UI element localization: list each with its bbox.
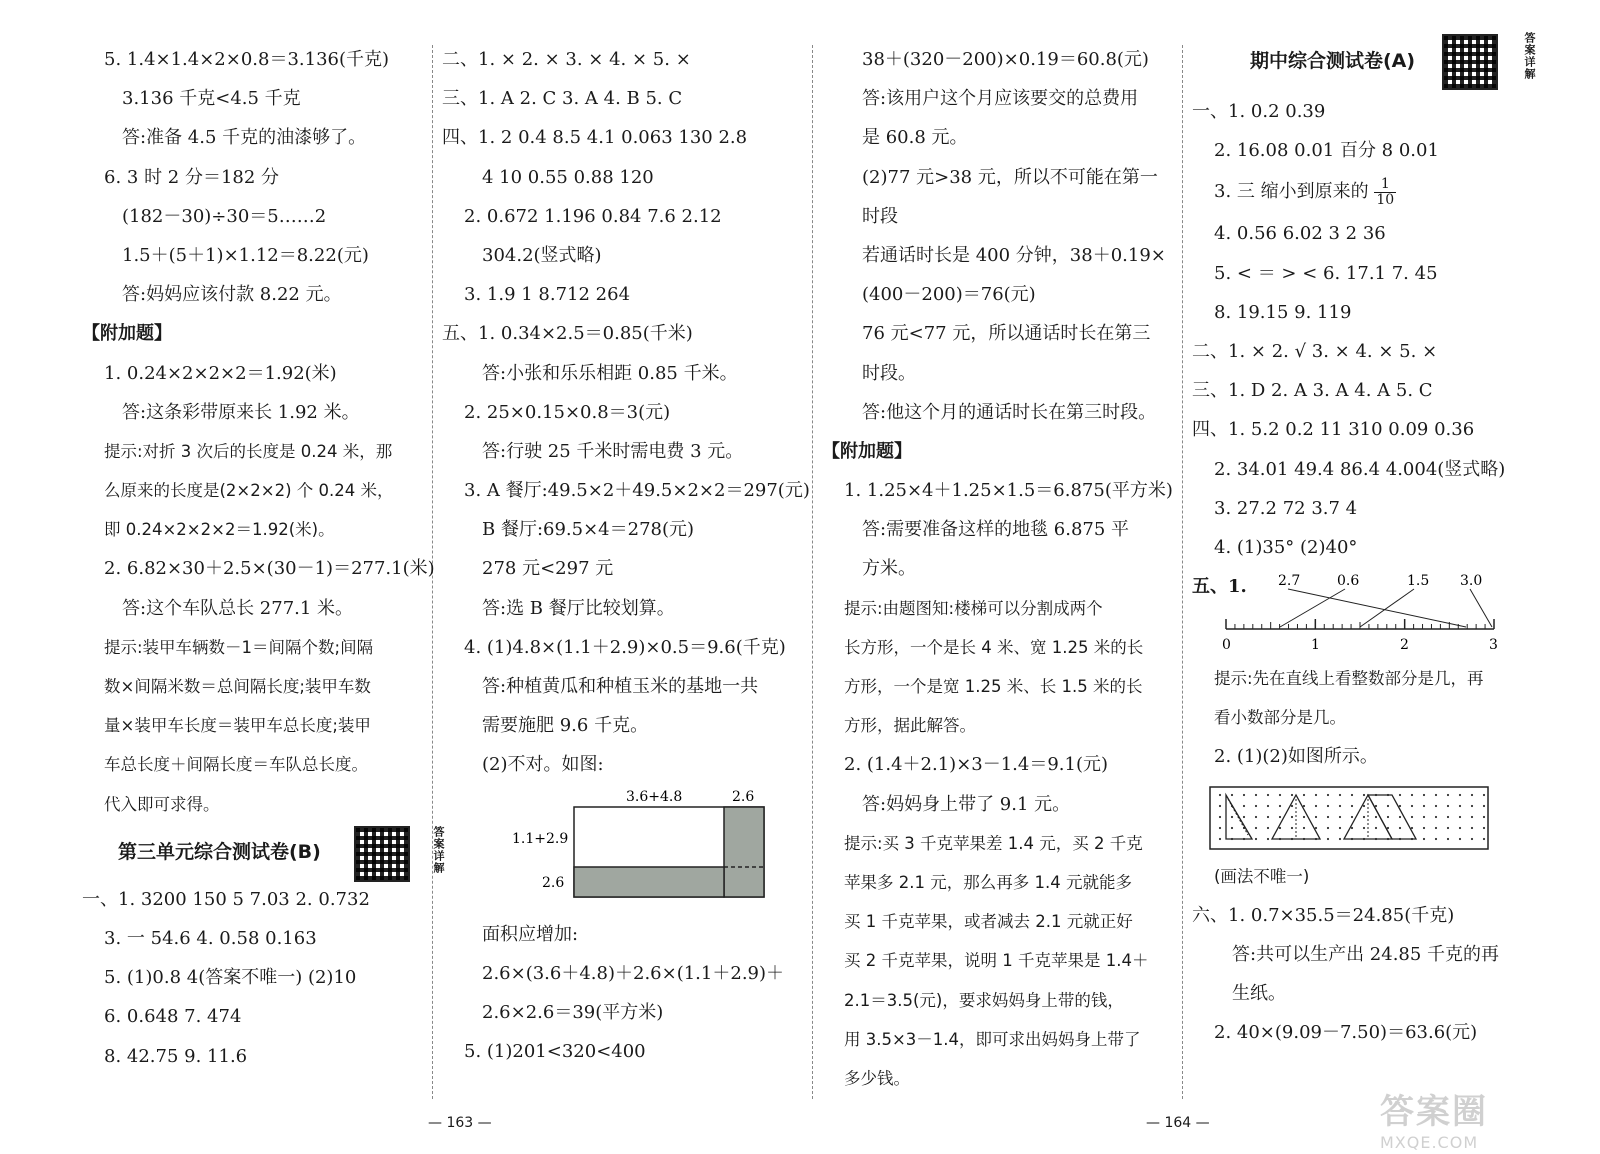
answer-line: 答:这个车队总长 277.1 米。 <box>122 597 354 619</box>
added-strip-bottom <box>574 867 724 897</box>
column-divider <box>1182 45 1183 1099</box>
answer-line: 长方形，一个是长 4 米、宽 1.25 米的长 <box>844 637 1144 657</box>
grid-dot <box>1267 805 1269 807</box>
grid-dot <box>1303 794 1305 796</box>
answer-line: 3. 一 54.6 4. 0.58 0.163 <box>104 927 317 949</box>
grid-dot <box>1435 805 1437 807</box>
grid-dot <box>1339 827 1341 829</box>
grid-dot <box>1483 827 1485 829</box>
grid-dot <box>1219 838 1221 840</box>
grid-dot <box>1447 794 1449 796</box>
grid-dot <box>1363 816 1365 818</box>
answer-line: 4. (1)4.8×(1.1＋2.9)×0.5＝9.6(千克) <box>464 636 786 658</box>
grid-dot <box>1267 827 1269 829</box>
answer-line: 二、1. × 2. × 3. × 4. × 5. × <box>442 49 691 70</box>
grid-dot <box>1435 838 1437 840</box>
answer-line: 买 2 千克苹果，说明 1 千克苹果是 1.4＋ <box>844 951 1149 971</box>
grid-dot <box>1387 827 1389 829</box>
grid-dot <box>1447 827 1449 829</box>
answer-line: 一、1. 0.2 0.39 <box>1192 101 1326 122</box>
answer-line: 5. (1)201<320<400 <box>464 1041 646 1063</box>
answer-line: 答:该用户这个月应该要交的总费用 <box>862 88 1139 110</box>
answer-line: 需要施肥 9.6 千克。 <box>482 715 649 737</box>
grid-dot <box>1231 794 1233 796</box>
grid-dot <box>1219 805 1221 807</box>
grid-dot <box>1243 794 1245 796</box>
answer-line: 2. 40×(9.09－7.50)＝63.6(元) <box>1214 1022 1478 1044</box>
grid-dot <box>1363 827 1365 829</box>
answer-line: 8. 19.15 9. 119 <box>1214 301 1352 323</box>
answer-line: 2.6×2.6＝39(平方米) <box>482 1001 664 1023</box>
grid-dot <box>1351 805 1353 807</box>
answer-line: 六、1. 0.7×35.5＝24.85(千克) <box>1192 904 1455 926</box>
page-number-right: — 164 — <box>1146 1115 1210 1131</box>
grid-dot <box>1279 816 1281 818</box>
answer-line: 4. (1)35° (2)40° <box>1214 536 1358 558</box>
grid-dot <box>1411 805 1413 807</box>
svg-text:2.7: 2.7 <box>1278 573 1301 590</box>
answer-line: 多少钱。 <box>844 1068 910 1088</box>
grid-dot <box>1471 827 1473 829</box>
grid-dot <box>1339 816 1341 818</box>
answer-line: 2. 6.82×30＋2.5×(30－1)＝277.1(米) <box>104 558 435 580</box>
grid-dot <box>1459 827 1461 829</box>
grid-dot <box>1291 827 1293 829</box>
answer-line: 答:需要准备这样的地毯 6.875 平 <box>862 519 1130 541</box>
answer-line: 是 60.8 元。 <box>862 127 968 149</box>
answer-line: 三、1. D 2. A 3. A 4. A 5. C <box>1192 380 1433 402</box>
qr-code-icon[interactable] <box>354 826 410 882</box>
answer-line: 代入即可求得。 <box>104 794 220 814</box>
grid-dot <box>1255 805 1257 807</box>
grid-dot <box>1459 816 1461 818</box>
answer-line: 答:小张和乐乐相距 0.85 千米。 <box>482 362 738 384</box>
grid-dot <box>1303 816 1305 818</box>
answer-line: 2. (1.4＋2.1)×3－1.4＝9.1(元) <box>844 754 1109 776</box>
grid-dot <box>1459 838 1461 840</box>
grid-dot <box>1471 838 1473 840</box>
answer-line: 量×装甲车长度＝装甲车总长度;装甲 <box>104 716 371 736</box>
svg-text:2: 2 <box>1400 637 1409 654</box>
grid-dot <box>1423 827 1425 829</box>
grid-dot <box>1423 838 1425 840</box>
answer-line: 2. 0.672 1.196 0.84 7.6 2.12 <box>464 205 722 227</box>
grid-dot <box>1387 816 1389 818</box>
grid-dot <box>1291 794 1293 796</box>
grid-dot <box>1471 805 1473 807</box>
grid-dot <box>1255 816 1257 818</box>
answer-line: 5. 1.4×1.4×2×0.8＝3.136(千克) <box>104 49 390 70</box>
grid-dot <box>1339 838 1341 840</box>
grid-dot <box>1435 827 1437 829</box>
svg-text:0: 0 <box>1222 637 1231 654</box>
answer-line: 1.5＋(5＋1)×1.12＝8.22(元) <box>122 244 369 266</box>
answer-line: 一、1. 3200 150 5 7.03 2. 0.732 <box>82 888 370 910</box>
grid-dot <box>1279 805 1281 807</box>
grid-dot <box>1435 794 1437 796</box>
answer-line: 答:种植黄瓜和种植玉米的基地一共 <box>482 676 759 697</box>
answer-line: 4. 0.56 6.02 3 2 36 <box>1214 223 1386 245</box>
answer-line: 即 0.24×2×2×2＝1.92(米)。 <box>104 520 335 540</box>
grid-dot <box>1267 838 1269 840</box>
answer-line: B 餐厅:69.5×4＝278(元) <box>482 519 695 541</box>
grid-dot <box>1231 827 1233 829</box>
watermark-logo: 答案圈 MXQE.COM <box>1380 1092 1488 1152</box>
dot-grid-diagram <box>1192 777 1562 857</box>
grid-dot <box>1303 805 1305 807</box>
answer-line: 生纸。 <box>1232 983 1286 1005</box>
answer-line: 答:共可以生产出 24.85 千克的再 <box>1232 944 1500 965</box>
answer-line: 答:妈妈身上带了 9.1 元。 <box>862 793 1071 815</box>
grid-dot <box>1255 838 1257 840</box>
answer-line: 6. 3 时 2 分＝182 分 <box>104 166 280 188</box>
qr-label: 答案详解 <box>1523 32 1536 80</box>
column-2 <box>442 40 810 1071</box>
answer-line: 时段 <box>862 205 898 227</box>
drawing-note: (画法不唯一) <box>1214 866 1310 886</box>
grid-dot <box>1339 805 1341 807</box>
hint-line: 提示:买 3 千克苹果差 1.4 元，买 2 千克 <box>844 833 1143 853</box>
grid-dot <box>1387 805 1389 807</box>
grid-dot <box>1411 794 1413 796</box>
hint-line: 提示:对折 3 次后的长度是 0.24 米，那 <box>104 441 393 461</box>
grid-dot <box>1483 816 1485 818</box>
grid-dot <box>1363 805 1365 807</box>
grid-dot <box>1303 827 1305 829</box>
dot-grid-figure <box>1192 777 1562 857</box>
answer-line: 3. 27.2 72 3.7 4 <box>1214 497 1358 519</box>
grid-dot <box>1231 816 1233 818</box>
answer-line: 用 3.5×3－1.4，即可求出妈妈身上带了 <box>844 1029 1141 1049</box>
answer-line: 5. (1)0.8 4(答案不唯一) (2)10 <box>104 967 357 989</box>
label-bottom-left: 2.6 <box>542 874 565 891</box>
grid-dot <box>1375 805 1377 807</box>
column-4 <box>1192 30 1562 1053</box>
grid-dot <box>1327 827 1329 829</box>
answer-line: 方形，据此解答。 <box>844 716 976 736</box>
grid-dot <box>1327 838 1329 840</box>
grid-dot <box>1315 816 1317 818</box>
answer-line: 2. 16.08 0.01 百分 8 0.01 <box>1214 140 1439 162</box>
section-title-text: 第三单元综合测试卷(B) <box>118 840 321 863</box>
grid-dot <box>1315 794 1317 796</box>
grid-dot <box>1279 827 1281 829</box>
answer-line: 答:准备 4.5 千克的油漆够了。 <box>122 127 367 149</box>
answer-line: 1. 1.25×4＋1.25×1.5＝6.875(平方米) <box>844 480 1173 502</box>
answer-line: 2. (1)(2)如图所示。 <box>1214 746 1378 768</box>
fraction: $\frac{1}{10}$ <box>1376 175 1395 208</box>
svg-text:0.6: 0.6 <box>1337 573 1360 590</box>
column-1 <box>82 40 445 1076</box>
qr-label: 答案详解 <box>432 825 445 874</box>
grid-dot <box>1327 816 1329 818</box>
grid-dot <box>1279 794 1281 796</box>
grid-dot <box>1483 838 1485 840</box>
answer-line: 3. A 餐厅:49.5×2＋49.5×2×2＝297(元) <box>464 480 810 502</box>
answer-line: 方形，一个是宽 1.25 米、长 1.5 米的长 <box>844 677 1143 696</box>
answer-line: 答:这条彩带原来长 1.92 米。 <box>122 401 360 423</box>
grid-dot <box>1423 816 1425 818</box>
answer-line: 数×间隔米数＝总间隔长度;装甲车数 <box>104 677 371 696</box>
grid-dot <box>1399 794 1401 796</box>
answer-line: 方米。 <box>862 558 916 580</box>
hint-line: 提示:由题图知:楼梯可以分割成两个 <box>844 598 1103 618</box>
section-title-unit3b <box>82 824 445 880</box>
grid-dot <box>1315 805 1317 807</box>
added-strip-right <box>724 807 764 897</box>
grid-dot <box>1471 816 1473 818</box>
answer-line: 3.136 千克<4.5 千克 <box>122 88 301 110</box>
number-line-diagram <box>1192 567 1562 659</box>
column-divider <box>812 45 813 1099</box>
grid-dot <box>1243 805 1245 807</box>
answer-line: 看小数部分是几。 <box>1214 708 1346 728</box>
number-line-figure: 五、1. 2.7 0.6 1.5 3.0 0 1 2 3 <box>1192 567 1562 659</box>
grid-dot <box>1243 816 1245 818</box>
answer-line: (2)不对。如图: <box>482 754 604 776</box>
answer-line: 1. 0.24×2×2×2＝1.92(米) <box>104 362 337 384</box>
grid-dot <box>1219 816 1221 818</box>
answer-line: 2. 34.01 49.4 86.4 4.004(竖式略) <box>1214 458 1506 480</box>
svg-text:1.5: 1.5 <box>1407 573 1430 590</box>
answer-line: 278 元<297 元 <box>482 558 614 580</box>
grid-dot <box>1267 816 1269 818</box>
area-figure <box>442 785 802 915</box>
answer-line: 若通话时长是 400 分钟，38＋0.19× <box>862 244 1166 266</box>
grid-dot <box>1315 827 1317 829</box>
answer-line: 6. 0.648 7. 474 <box>104 1006 242 1028</box>
answer-line: 五、1. 0.34×2.5＝0.85(千米) <box>442 323 693 345</box>
grid-dot <box>1411 816 1413 818</box>
answer-line: 苹果多 2.1 元，那么再多 1.4 元就能多 <box>844 872 1132 892</box>
hint-line: 提示:装甲车辆数－1＝间隔个数;间隔 <box>104 637 374 657</box>
label-top-left: 3.6+4.8 <box>626 788 683 805</box>
grid-dot <box>1351 794 1353 796</box>
answer-line: 答:选 B 餐厅比较划算。 <box>482 597 675 619</box>
grid-dot <box>1375 816 1377 818</box>
svg-text:3: 3 <box>1489 637 1498 654</box>
page-number-left: — 163 — <box>428 1115 492 1131</box>
grid-dot <box>1255 794 1257 796</box>
area-diagram <box>442 785 802 915</box>
grid-dot <box>1363 794 1365 796</box>
answer-line: 么原来的长度是(2×2×2) 个 0.24 米， <box>104 481 394 501</box>
grid-dot <box>1399 827 1401 829</box>
grid-dot <box>1483 805 1485 807</box>
label-left: 1.1+2.9 <box>512 830 569 847</box>
grid-dot <box>1411 827 1413 829</box>
grid-dot <box>1447 838 1449 840</box>
answer-line: 四、1. 2 0.4 8.5 4.1 0.063 130 2.8 <box>442 127 748 149</box>
grid-dot <box>1399 816 1401 818</box>
grid-dot <box>1459 805 1461 807</box>
answer-line: 2. 25×0.15×0.8＝3(元) <box>464 401 671 423</box>
grid-dot <box>1399 805 1401 807</box>
grid-dot <box>1327 794 1329 796</box>
grid-dot <box>1447 816 1449 818</box>
answer-line: 2.1＝3.5(元)，要求妈妈身上带的钱， <box>844 990 1124 1010</box>
grid-dot <box>1435 816 1437 818</box>
answer-line: (400－200)＝76(元) <box>862 284 1036 306</box>
answer-line: 面积应增加: <box>482 923 579 945</box>
bonus-heading: 【附加题】 <box>82 323 172 345</box>
answer-line: 答:行驶 25 千米时需电费 3 元。 <box>482 440 744 462</box>
answer-line: (182－30)÷30＝5……2 <box>122 205 327 227</box>
answer-line: (2)77 元>38 元，所以不可能在第一 <box>862 166 1158 188</box>
grid-dot <box>1483 794 1485 796</box>
bonus-heading: 【附加题】 <box>822 440 912 462</box>
answer-line: 三、1. A 2. C 3. A 4. B 5. C <box>442 88 683 110</box>
grid-dot <box>1459 794 1461 796</box>
grid-dot <box>1375 827 1377 829</box>
answer-line: 买 1 千克苹果，或者减去 2.1 元就正好 <box>844 912 1133 932</box>
grid-dot <box>1267 794 1269 796</box>
answer-line: 304.2(竖式略) <box>482 244 602 266</box>
answer-line: 38＋(320－200)×0.19＝60.8(元) <box>862 49 1149 70</box>
grid-dot <box>1471 794 1473 796</box>
answer-line: 时段。 <box>862 362 916 384</box>
answer-line: 76 元<77 元，所以通话时长在第三 <box>862 323 1151 345</box>
answer-line: 3. 1.9 1 8.712 264 <box>464 284 631 306</box>
grid-dot <box>1291 816 1293 818</box>
answer-line: 5. < ＝ > < 6. 17.1 7. 45 <box>1214 262 1438 284</box>
grid-dot <box>1423 805 1425 807</box>
svg-text:3.0: 3.0 <box>1460 573 1483 590</box>
section-title-midterm-a <box>1192 30 1562 92</box>
section-title-text: 期中综合测试卷(A) <box>1250 50 1416 72</box>
hint-line: 提示:先在直线上看整数部分是几，再 <box>1214 669 1484 689</box>
grid-dot <box>1351 816 1353 818</box>
answer-line: 4 10 0.55 0.88 120 <box>482 166 654 188</box>
grid-dot <box>1447 805 1449 807</box>
answer-line: 四、1. 5.2 0.2 11 310 0.09 0.36 <box>1192 419 1475 441</box>
qr-code-icon[interactable] <box>1442 34 1498 90</box>
column-3 <box>822 40 1172 1098</box>
grid-dot <box>1351 827 1353 829</box>
answer-line: 车总长度＋间隔长度＝车队总长度。 <box>104 755 368 775</box>
svg-text:1: 1 <box>1311 637 1320 654</box>
answer-line: 8. 42.75 9. 11.6 <box>104 1045 248 1067</box>
grid-dot <box>1327 805 1329 807</box>
grid-dot <box>1339 794 1341 796</box>
grid-dot <box>1291 805 1293 807</box>
label-top-right: 2.6 <box>732 788 755 805</box>
answer-line: 答:妈妈应该付款 8.22 元。 <box>122 284 342 306</box>
answer-line: 二、1. × 2. √ 3. × 4. × 5. × <box>1192 340 1438 362</box>
grid-dot <box>1423 794 1425 796</box>
grid-dot <box>1219 794 1221 796</box>
answer-line: 答:他这个月的通话时长在第三时段。 <box>862 401 1157 423</box>
answer-line: 3. 三 缩小到原来的 $\frac{1}{10}$ <box>1214 175 1395 208</box>
grid-dot <box>1255 827 1257 829</box>
answer-line: 2.6×(3.6＋4.8)＋2.6×(1.1＋2.9)＋ <box>482 962 785 984</box>
grid-dot <box>1219 827 1221 829</box>
